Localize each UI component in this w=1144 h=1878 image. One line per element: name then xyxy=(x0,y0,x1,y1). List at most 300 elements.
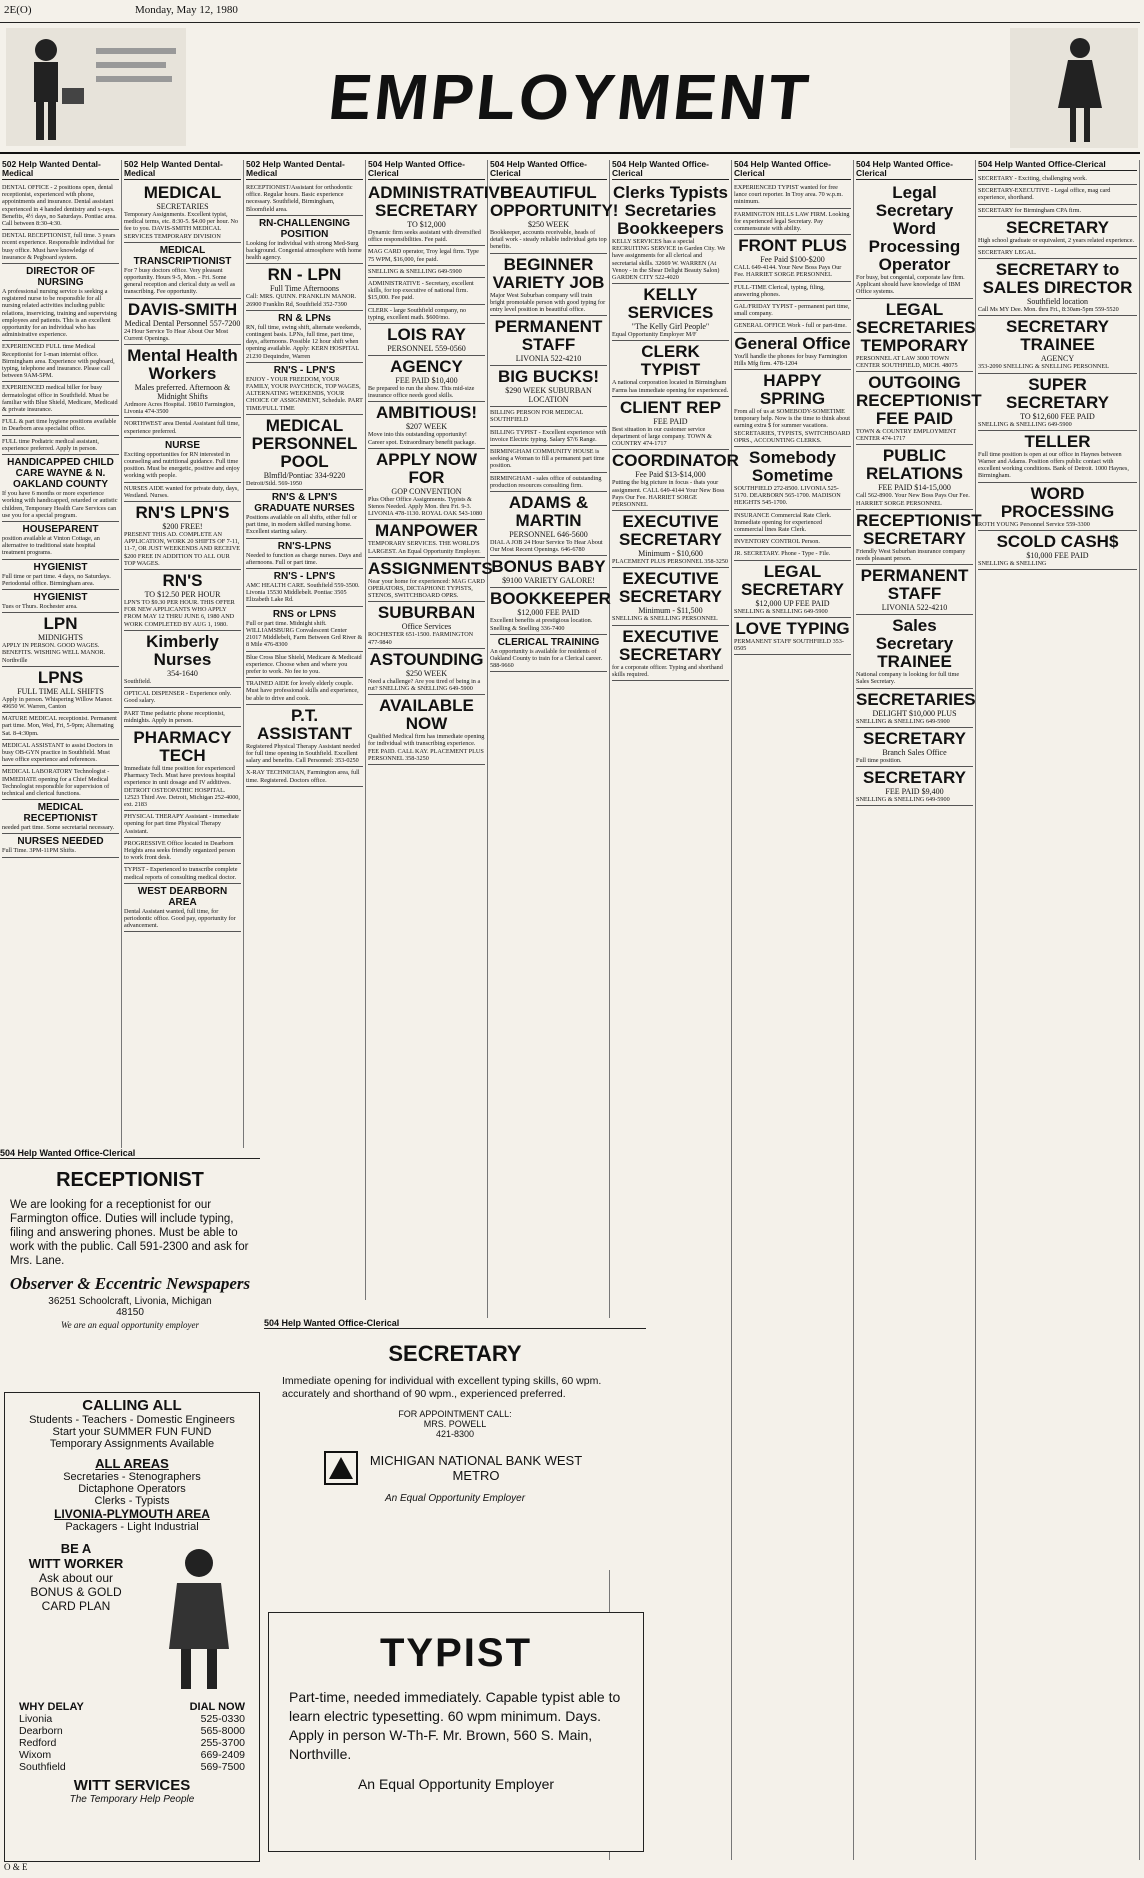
ad-big-headline: BEAUTIFUL OPPORTUNITY! xyxy=(490,183,619,220)
ad-big-headline: WORD PROCESSING xyxy=(1000,483,1115,521)
ad-headline: HOUSEPARENT xyxy=(22,523,99,535)
ad-body: NORTHWEST area Dental Assistant full time, experience preferred. xyxy=(124,420,240,435)
ad-body: CALL 649-4144. Your New Boss Pays Our Fee. HARRIET SORGE PERSONNEL xyxy=(734,264,842,279)
classified-ad xyxy=(490,492,607,556)
ad-body: PRESENT THIS AD. COMPLETE AN APPLICATION, WORK 20 SHIFTS OF 7-11, 11-7, OR JUST WEEKENDS AND RECEIVE $200 FREE IN ADDITION TO ALL OUR TOP WAGES. xyxy=(124,531,241,567)
receptionist-title: RECEPTIONIST xyxy=(56,1169,204,1191)
michigan-national-bank-ad xyxy=(264,1318,646,1570)
ad-big-headline: SECRETARY xyxy=(863,728,966,748)
witt-phone-row xyxy=(19,1713,245,1725)
classified-ad xyxy=(368,305,485,324)
ad-subheadline: $9100 VARIETY GALORE! xyxy=(502,576,595,586)
title-rule xyxy=(0,152,1140,154)
classified-ad xyxy=(2,740,119,767)
classified-ad xyxy=(124,483,241,502)
classified-ad xyxy=(2,766,119,800)
ad-body: ADMINISTRATIVE - Secretary, excellent skills, for top executive of national firm. $15,000. Fee paid. xyxy=(368,280,474,302)
witt-services-ad xyxy=(4,1392,260,1862)
ad-body: RN, full time, swing shift, alternate weekends, contingent basis. LPNs, full time, part time, days, afternoons. Possible 12 hour shift when opening available. Apply: KERN HOSPITAL 21230 Dequindre, Warren xyxy=(246,323,362,360)
classified-ad xyxy=(124,838,241,865)
ad-body: Dental Assistant wanted, full time, for periodontic office. Good pay, opportunity for advancement. xyxy=(124,907,236,930)
ad-big-headline: EXECUTIVE SECRETARY xyxy=(619,512,722,550)
column-heading: 502 Help Wanted Dental-Medical xyxy=(246,160,363,180)
classified-ad xyxy=(2,416,119,435)
ad-big-headline: SECRETARY xyxy=(1006,217,1109,237)
ad-headline: RN'S & LPN'S GRADUATE NURSES xyxy=(254,492,355,515)
ad-subheadline: $10,000 FEE PAID xyxy=(1026,550,1089,560)
ad-body: SECRETARY LEGAL. xyxy=(978,249,1037,257)
ad-subheadline: FEE PAID $10,400 xyxy=(395,376,458,386)
ad-headline: DIRECTOR OF NURSING xyxy=(26,266,95,289)
classified-ad xyxy=(124,884,241,933)
ad-body: ENJOY - YOUR FREEDOM, YOUR FAMILY, YOUR PAYCHECK, TOP WAGES, ALTERNATING WEEKENDS, YOUR CHOICE OF ASSIGNMENT, Schedule. PART TIME/FULL TIME xyxy=(246,375,363,412)
ad-body: Tues or Thurs. Rochester area. xyxy=(2,602,78,610)
classified-ad xyxy=(612,284,729,341)
classified-ad xyxy=(2,341,119,382)
classified-ad xyxy=(490,446,607,473)
ad-headline: RN'S-LPNS xyxy=(277,540,332,552)
ad-big-headline: BIG BUCKS! xyxy=(497,367,600,387)
classified-ad xyxy=(2,230,119,264)
ad-big-headline: SCOLD CASH$ xyxy=(996,531,1119,551)
ad-body: Needed to function as charge nurses. Days and afternoons. Full or part time. xyxy=(246,551,362,566)
ad-big-headline: CLERK TYPIST xyxy=(640,342,701,380)
classified-ad xyxy=(124,418,241,437)
ad-body: EXPERIENCED TYPIST wanted for free lance court reporter. In Troy area. 70 w.p.m. minimum. xyxy=(734,184,843,206)
receptionist-body: We are looking for a receptionist for our Farmington office. Duties will include typing, filing and answering phones. Must be able to work with the public. Call 591-2300 and ask for Mrs. Lane. xyxy=(10,1199,249,1267)
ad-body: SNELLING & SNELLING xyxy=(978,559,1047,567)
ad-body: Near your home for experienced: MAG CARD OPERATORS, DICTAPHONE TYPISTS, STENOS, SWITCHBOARD OPRS. xyxy=(368,577,485,600)
ad-body: JR. SECRETARY. Phone - Type - File. xyxy=(734,550,831,558)
ad-subheadline: $12,000 UP FEE PAID xyxy=(755,598,830,608)
ad-body: SNELLING & SNELLING 649-5900 xyxy=(856,796,950,804)
ad-big-headline: RN'S LPN'S xyxy=(135,503,230,523)
ad-big-headline: APPLY NOW FOR xyxy=(375,449,478,487)
classified-ad xyxy=(368,278,485,305)
ad-body: APPLY IN PERSON. GOOD WAGES. BENEFITS. WISHING WELL MANOR. Northville xyxy=(2,642,106,664)
ad-subheadline: TO $12,600 FEE PAID xyxy=(1020,411,1095,421)
ad-big-headline: LPN xyxy=(43,614,78,634)
ad-big-headline: MANPOWER xyxy=(375,521,478,541)
classified-ad xyxy=(612,511,729,568)
ad-body: PERSONNEL AT LAW 3000 TOWN CENTER SOUTHFIELD, MICH. 48075 xyxy=(856,354,958,369)
ad-big-headline: Mental Health Workers xyxy=(127,346,238,384)
classified-ad xyxy=(612,341,729,396)
ad-body: Blue Cross Blue Shield, Medicare & Medicaid experience. Choose when and where you prefer to work. No fee to you. xyxy=(246,653,362,675)
classified-ad xyxy=(246,415,363,490)
ad-big-headline: PUBLIC RELATIONS xyxy=(866,446,963,484)
ad-subheadline: TO $12,000 xyxy=(407,220,446,229)
ad-subheadline: LIVONIA 522-4210 xyxy=(515,354,582,364)
classified-ad xyxy=(368,402,485,448)
ad-body: NURSES AIDE wanted for private duty, days, Westland. Nurses. xyxy=(124,484,239,499)
classified-ad xyxy=(978,431,1137,483)
ad-body: SECRETARY-EXECUTIVE - Legal office, mag card experience, shorthand. xyxy=(978,187,1111,202)
page-header xyxy=(0,0,1140,23)
ad-subheadline: PERSONNEL 559-0560 xyxy=(387,344,466,354)
classified-ad xyxy=(368,266,485,278)
ad-headline: CLERICAL TRAINING xyxy=(497,636,600,648)
witt-phone-row xyxy=(19,1737,245,1749)
witt-worker-illustration xyxy=(145,1539,253,1695)
ad-body: Best situation in our customer service department of large company. TOWN & COUNTRY 474-1717 xyxy=(612,425,712,448)
classified-column-4 xyxy=(366,159,512,1330)
witt-phone-number: 255-3700 xyxy=(200,1737,245,1749)
classified-ad xyxy=(2,382,119,416)
classified-ad xyxy=(612,450,739,511)
ad-big-headline: BOOKKEEPER xyxy=(490,589,611,609)
ad-big-headline: Clerks Typists Secretaries Bookkeepers xyxy=(613,183,728,238)
ad-big-headline: KELLY SERVICES xyxy=(627,285,714,323)
ad-big-headline: BONUS BABY xyxy=(491,557,606,577)
ad-body: For busy, but congenial, corporate law firm. Applicant should have knowledge of IBM Office systems. xyxy=(856,274,965,296)
ad-big-headline: P.T. ASSISTANT xyxy=(256,705,353,743)
witt-phone-row xyxy=(19,1725,245,1737)
classified-ad xyxy=(856,510,982,565)
classified-ad xyxy=(2,455,119,522)
classified-ad xyxy=(368,520,485,557)
classified-ad xyxy=(246,652,363,679)
ad-big-headline: LEGAL SECRETARY xyxy=(741,561,844,599)
ad-body: Dynamic firm seeks assistant with diversified office responsibilities. Fee paid. xyxy=(368,229,481,244)
ad-subheadline: FEE PAID $9,400 xyxy=(885,787,944,797)
ad-big-headline: RN'S xyxy=(162,571,203,591)
classified-ad xyxy=(2,713,119,740)
witt-why: WHY DELAY xyxy=(19,1701,84,1713)
classified-ad xyxy=(978,531,1137,570)
ad-big-headline: AGENCY xyxy=(390,357,463,377)
classified-ad xyxy=(368,449,485,521)
classified-ad xyxy=(124,864,241,883)
ad-body: A national corporation located in Birmingham Farms has immediate opening for experienced. xyxy=(612,379,729,394)
column-heading: 502 Help Wanted Dental-Medical xyxy=(124,160,241,180)
ad-subheadline: SECRETARIES xyxy=(156,202,209,211)
ad-body: MEDICAL ASSISTANT to assist Doctors in busy OB-GYN practice in Southfield. Must have office experience and references. xyxy=(2,741,113,764)
ad-body: INSURANCE Commercial Rate Clerk. Immediate opening for experienced commercial lines Rate Clerk. xyxy=(734,511,832,534)
receptionist-heading: 504 Help Wanted Office-Clerical xyxy=(0,1148,260,1159)
witt-slogan-1: BE A xyxy=(60,1541,92,1556)
classified-ad xyxy=(978,247,1137,259)
nbd-phone: 421-8300 xyxy=(435,1429,475,1439)
classified-ad xyxy=(2,613,119,667)
ad-subheadline: Males preferred. Afternoon & Midnight Shifts xyxy=(134,383,231,402)
ad-big-headline: RN - LPN xyxy=(267,265,342,285)
ad-headline: RN-CHALLENGING POSITION xyxy=(258,217,351,240)
typist-body: Part-time, needed immediately. Capable typist able to learn electric typesetting. 60 wpm minimum. Days. Apply in person W-Th-F. Mr. Brown, 560 S. Main, Northville. xyxy=(289,1689,621,1762)
nbd-bank: MICHIGAN NATIONAL BANK WEST METRO xyxy=(369,1453,583,1483)
ad-subheadline: $250 WEEK xyxy=(406,668,447,678)
ad-big-headline: SECRETARY to SALES DIRECTOR xyxy=(982,260,1133,298)
ad-subheadline: AGENCY xyxy=(1040,354,1075,364)
classified-ad xyxy=(978,185,1137,204)
nbd-title: SECRETARY xyxy=(388,1341,522,1366)
classified-column-3 xyxy=(244,160,366,1300)
witt-slogan-4: BONUS & GOLD xyxy=(30,1585,122,1599)
classified-ad xyxy=(246,607,363,652)
classified-ad xyxy=(734,333,851,370)
section-title: EMPLOYMENT xyxy=(325,61,815,133)
ad-subheadline: Fee Paid $100-$200 xyxy=(760,255,825,265)
classified-ad xyxy=(246,569,363,607)
nbd-heading: 504 Help Wanted Office-Clerical xyxy=(264,1318,646,1329)
classified-ad xyxy=(856,182,973,299)
ad-big-headline: RECEPTIONIST SECRETARY xyxy=(856,510,982,548)
ad-subheadline: Minimum - $11,500 xyxy=(638,606,703,616)
ad-body: Equal Opportunity Employer M/F xyxy=(612,331,697,339)
classified-ad xyxy=(2,436,119,455)
ad-body: Looking for individual with strong Med-Surg background. Congenial atmosphere with home health agency. xyxy=(246,239,362,262)
classified-column-6 xyxy=(610,159,739,1860)
ad-body: BILLING TYPIST - Excellent experience with invoice Electric typing. Salary $7/6 Range. xyxy=(490,428,607,443)
classified-ad xyxy=(124,299,241,345)
ad-body: Be prepared to run the show. This mid-size insurance office needs good skills. xyxy=(368,385,475,400)
ad-body: SECRETARY for Birmingham CPA firm. xyxy=(978,206,1082,214)
ad-body: 24 Hour Service To Hear About Our Most Current Openings. xyxy=(124,327,229,342)
ad-body: Apply in person. Whispering Willow Manor. 49650 W. Warren, Canton xyxy=(2,695,113,710)
classified-ad xyxy=(612,182,729,284)
witt-phone-number: 569-7500 xyxy=(200,1761,245,1773)
ad-body: DENTAL RECEPTIONIST, full time. 3 years recent experience. Responsible individual for busy office. Must have knowledge of insurance & Pegboard system. xyxy=(2,232,116,261)
classified-ad xyxy=(246,490,363,539)
typist-title: TYPIST xyxy=(379,1631,533,1675)
ad-body: GAL/FRIDAY TYPIST - permanent part time, small company. xyxy=(734,303,850,318)
classified-ad xyxy=(978,173,1137,185)
ad-body: FULL time Podiatric medical assistant, experience preferred. Apply in person. xyxy=(2,437,99,452)
ad-body: SNELLING & SNELLING 649-5900 xyxy=(978,420,1072,428)
classified-ad xyxy=(246,311,363,363)
ad-body: TEMPORARY SERVICES. THE WORLD'S LARGEST. An Equal Opportunity Employer. xyxy=(368,540,481,555)
ad-body: MEDICAL LABORATORY Technologist - IMMEDIATE opening for a Chief Medical Technologist responsible for supervision of technical and clerical functions. xyxy=(2,768,110,797)
ad-headline: RN'S - LPN'S xyxy=(273,364,336,376)
ad-big-headline: OUTGOING RECEPTIONIST FEE PAID xyxy=(856,373,982,429)
classified-ad xyxy=(2,560,119,590)
classified-ad xyxy=(2,834,119,857)
ad-big-headline: SECRETARIES xyxy=(856,689,976,709)
ad-big-headline: ASSIGNMENTS xyxy=(368,558,493,578)
classified-ad xyxy=(124,502,241,570)
ad-big-headline: TELLER xyxy=(1024,431,1091,451)
typist-eoe: An Equal Opportunity Employer xyxy=(357,1776,555,1792)
classified-ad xyxy=(734,320,851,332)
ad-body: Excellent benefits at prestigious location. Snelling & Snelling 336-7400 xyxy=(490,617,593,632)
ad-subheadline: Fee Paid $13-$14,000 xyxy=(635,470,706,480)
ad-subheadline: $12,000 FEE PAID xyxy=(517,608,580,618)
classified-ad xyxy=(124,688,241,707)
classified-ad xyxy=(734,370,851,447)
ad-body: For 7 busy doctors office. Very pleasant opportunity. Hours 9-5, Mon. - Fri. Some general reception and clerical duty as well as transcribing. Fee opportunity. xyxy=(124,266,236,296)
ad-body: BIRMINGHAM COMMUNITY HOUSE is seeking a Woman to fill a permanent part time position. xyxy=(490,448,605,470)
classified-ad xyxy=(368,182,512,246)
witt-job-2: Dictaphone Operators xyxy=(78,1483,186,1495)
ad-body: Need a challenge? Are you tired of being in a rut? SNELLING & SNELLING 649-5900 xyxy=(368,677,481,693)
ad-subheadline: Branch Sales Office xyxy=(882,747,947,757)
ad-body: EXPERIENCED FULL time Medical Receptionist for 1-man internist office. Birmingham area. Experience with pegboard, typing, telephone and insurance. Please call between 9AM-5PM. xyxy=(2,343,115,380)
classified-column-9 xyxy=(976,160,1140,1860)
ad-body: 353-2090 SNELLING & SNELLING PERSONNEL xyxy=(978,363,1109,371)
ad-big-headline: ADMINISTRATIVE SECRETARY xyxy=(368,183,512,220)
ad-big-headline: EXECUTIVE SECRETARY xyxy=(619,626,722,664)
column-heading: 504 Help Wanted Office-Clerical xyxy=(612,160,729,180)
column-heading: 504 Help Wanted Office-Clerical xyxy=(734,160,851,180)
typist-ad xyxy=(268,1612,644,1852)
nbd-body: Immediate opening for individual with excellent typing skills, 60 wpm. accurately and shorthand of 90 wpm., experienced preferred. xyxy=(282,1375,602,1400)
classified-ad xyxy=(734,618,851,655)
classified-ad xyxy=(368,649,485,695)
ad-body: Call: MRS. QUINN. FRANKLIN MANOR. 26900 Franklin Rd, Southfield 352-7390 xyxy=(246,293,357,308)
ad-body: Major West Suburban company will train bright promotable person with good typing for entry level position in beautiful office. xyxy=(490,291,606,314)
ad-subheadline: Office Services xyxy=(401,622,452,632)
ad-subheadline: LIVONIA 522-4210 xyxy=(881,603,948,613)
classified-ad xyxy=(856,372,982,445)
ad-body: FARMINGTON HILLS LAW FIRM. Looking for experienced legal Secretary. Pay commensurate with ability. xyxy=(734,210,850,233)
ad-body: TYPIST - Experienced to transcribe complete medical reports of consulting medical doctor. xyxy=(124,866,238,881)
classified-ad xyxy=(490,635,607,673)
classified-ad xyxy=(2,182,119,230)
witt-phone-city: Redford xyxy=(19,1737,57,1749)
classified-ad xyxy=(856,767,973,806)
ad-subheadline: Full Time Afternoons xyxy=(270,284,339,294)
receptionist-paper: Observer & Eccentric Newspapers xyxy=(9,1274,251,1293)
classified-ad xyxy=(978,374,1137,431)
classified-ad xyxy=(124,182,241,243)
ad-body: PHYSICAL THERAPY Assistant - immediate opening for part time Physical Therapy Assistant. xyxy=(124,813,239,835)
ad-big-headline: DAVIS-SMITH xyxy=(127,299,238,319)
classified-ad xyxy=(124,811,241,838)
classified-ad xyxy=(978,217,1137,247)
ad-body: Southfield. xyxy=(124,677,152,685)
page-date: Monday, May 12, 1980 xyxy=(135,4,238,16)
ad-body: Full time or part time. 4 days, no Saturdays. Periodontal office. Birmingham area. xyxy=(2,572,111,587)
classified-ad xyxy=(490,427,607,446)
ad-big-headline: PHARMACY TECH xyxy=(133,727,232,765)
ad-body: for a corporate officer. Typing and shorthand skills required. xyxy=(612,663,723,678)
classified-ad xyxy=(734,301,851,320)
classified-ad xyxy=(734,510,851,537)
classified-ad xyxy=(490,366,607,407)
ad-body: needed part time. Some secretarial necessary. xyxy=(2,824,115,832)
ad-body: KELLY SERVICES has a special RECRUITING SERVICE in Garden City. We have assignments for all clerical and secretarial skills. 32669 W. WARREN (At Venoy - in the Shear Delight Beauty Salon) GARDEN CITY 522-4020 xyxy=(612,238,726,282)
witt-slogan-2: WITT WORKER xyxy=(28,1556,124,1571)
ad-body: Bookkeeper, accounts receivable, heads of detail work - steady reliable individual gets top benefits. xyxy=(490,229,607,251)
ad-subheadline: PERSONNEL 646-5600 xyxy=(509,530,588,540)
ad-subheadline: TO $12.50 PER HOUR xyxy=(144,590,221,600)
witt-job-1: Secretaries - Stenographers xyxy=(63,1471,201,1483)
ad-subheadline: GOP CONVENTION xyxy=(391,486,462,496)
ad-body: Qualified Medical firm has immediate opening for individual with transcribing experience. FEE PAID. CALL KAY. PLACEMENT PLUS PERSONNEL 358-3250 xyxy=(368,733,485,762)
ad-body: Ardmore Acres Hospital. 19810 Farmington, Livonia 474-3500 xyxy=(124,401,236,416)
ad-big-headline: HAPPY SPRING xyxy=(759,371,826,409)
witt-title: CALLING ALL xyxy=(82,1397,182,1414)
ad-big-headline: AVAILABLE NOW xyxy=(379,696,474,734)
witt-phone-row xyxy=(19,1761,245,1773)
classified-ad xyxy=(124,727,241,811)
classified-ad xyxy=(246,678,363,705)
ad-body: PART Time pediatric phone receptionist, midnights. Apply in person. xyxy=(124,709,225,724)
ad-big-headline: Sales Secretary TRAINEE xyxy=(875,616,954,672)
ad-big-headline: MEDICAL PERSONNEL POOL xyxy=(251,415,358,471)
classified-ad xyxy=(612,568,729,625)
classified-ad xyxy=(856,299,976,372)
ad-body: BILLING PERSON FOR MEDICAL SOUTHFIELD xyxy=(490,409,584,424)
ad-body: Call 562-8900. Your New Boss Pays Our Fee. HARRIET SORGE PERSONNEL xyxy=(856,492,970,507)
ad-big-headline: EXECUTIVE SECRETARY xyxy=(619,569,722,607)
classified-ad xyxy=(978,483,1137,531)
classified-ad xyxy=(734,548,851,560)
ad-body: Putting the big picture in focus - thats your assignment. CALL 649-4144 Your New Boss Pays Our Fee. HARRIET SORGE PERSONNEL xyxy=(612,479,725,509)
classified-ad xyxy=(124,708,241,727)
column-heading: 502 Help Wanted Dental-Medical xyxy=(2,160,119,180)
classified-ad xyxy=(124,243,241,299)
ad-body: Plus Other Office Assignments. Typists & Stenos Needed. Apply Mon. thru Fri. 9-3. LIVONIA 478-1130. ROYAL OAK 543-1080 xyxy=(368,495,483,518)
ad-body: PLACEMENT PLUS PERSONNEL 358-3250 xyxy=(612,558,729,566)
receptionist-ad xyxy=(0,1148,260,1388)
ad-body: DIAL A JOB 24 Hour Service To Hear About Our Most Recent Openings. 646-6780 xyxy=(490,539,603,554)
classified-column-1 xyxy=(0,160,122,1148)
witt-phone-city: Wixom xyxy=(19,1749,52,1761)
nbd-eoe: An Equal Opportunity Employer xyxy=(384,1493,526,1504)
ad-subheadline: "The Kelly Girl People" xyxy=(631,322,710,332)
classified-ad xyxy=(2,800,119,834)
classified-ad xyxy=(368,324,485,356)
column-heading: 504 Help Wanted Office-Clerical xyxy=(368,160,485,180)
witt-line3: Temporary Assignments Available xyxy=(49,1438,215,1450)
witt-tag: The Temporary Help People xyxy=(69,1794,195,1805)
witt-areas: ALL AREAS xyxy=(95,1456,169,1471)
classified-ad xyxy=(246,264,363,310)
ad-subheadline: Blmfld/Pontiac 334-9220 xyxy=(263,470,346,480)
classified-ad xyxy=(978,316,1137,373)
ad-body: TRAINED AIDE for lovely elderly couple. Must have professional skills and experience, be able to drive and cook. xyxy=(246,680,359,702)
classified-ad xyxy=(246,216,363,265)
ad-big-headline: SUPER SECRETARY xyxy=(1006,374,1109,412)
classified-ad xyxy=(246,767,363,786)
ad-headline: WEST DEARBORN AREA xyxy=(137,885,228,908)
ad-headline: NURSES NEEDED xyxy=(17,836,104,848)
ad-big-headline: PERMANENT STAFF xyxy=(860,566,969,604)
ad-big-headline: BEGINNER VARIETY JOB xyxy=(492,254,605,292)
ad-body: Call Ms MY Dee. Mon. thru Fri., 8:30am-5pm 559-5520 xyxy=(978,306,1119,314)
ad-subheadline: 354-1640 xyxy=(167,668,198,678)
classified-ad xyxy=(124,438,241,483)
classified-ad xyxy=(124,631,241,688)
classified-ad xyxy=(856,615,973,688)
ad-body: Full or part time. Midnight shift. WILLIAMSBURG Convalescent Center 21017 Middlebelt, Farm Between Grd River & 8 Mile 476-8300 xyxy=(246,619,363,649)
ad-body: EXPERIENCED medical biller for busy dermatologist office in Southfield. Must be familiar with Blue Shield, Medicare, Medicaid & private insurance. xyxy=(2,384,118,414)
ad-body: ROTH YOUNG Personnel Service 559-3300 xyxy=(978,520,1090,528)
ad-big-headline: COORDINATOR xyxy=(612,451,739,471)
ad-body: Exciting opportunities for RN interested in counseling and nutritional guidance. Full time position. Must be energetic, positive and enjoy working with people. xyxy=(124,450,240,480)
witt-line2: Start your SUMMER FUN FUND xyxy=(52,1426,212,1438)
ad-body: Full Time. 3PM-11PM Shifts. xyxy=(2,847,76,855)
classified-ad xyxy=(368,356,485,402)
ad-body: From all of us at SOMEBODY-SOMETIME temporary help. Now is the time to think about earning extra $ for summer vacations. SECRETARIES, TYPISTS, SWITCHBOARD OPRS., ACCOUNTING CLERKS. xyxy=(734,408,851,444)
classified-ad xyxy=(978,205,1137,217)
ad-headline: RN & LPNs xyxy=(278,312,331,324)
ad-body: High school graduate or equivalent, 2 years related experience. xyxy=(978,236,1134,244)
witt-extra: Packagers - Light Industrial xyxy=(65,1521,199,1533)
witt-job-3: Clerks - Typists xyxy=(94,1495,170,1507)
classified-ad xyxy=(368,558,493,603)
ad-big-headline: Somebody Sometime xyxy=(749,448,836,486)
column-heading: 504 Help Wanted Office-Clerical xyxy=(856,160,973,180)
witt-line1: Students - Teachers - Domestic Engineers xyxy=(29,1414,235,1426)
ad-body: INVENTORY CONTROL Person. xyxy=(734,538,820,546)
ad-subheadline: $250 WEEK xyxy=(528,220,569,229)
ad-subheadline: DELIGHT $10,000 PLUS xyxy=(872,708,957,718)
ad-body: National company is looking for full time Sales Secretary. xyxy=(856,671,960,686)
ad-subheadline: Southfield location xyxy=(1026,297,1089,307)
ad-body: SNELLING & SNELLING 649-5900 xyxy=(734,607,828,615)
